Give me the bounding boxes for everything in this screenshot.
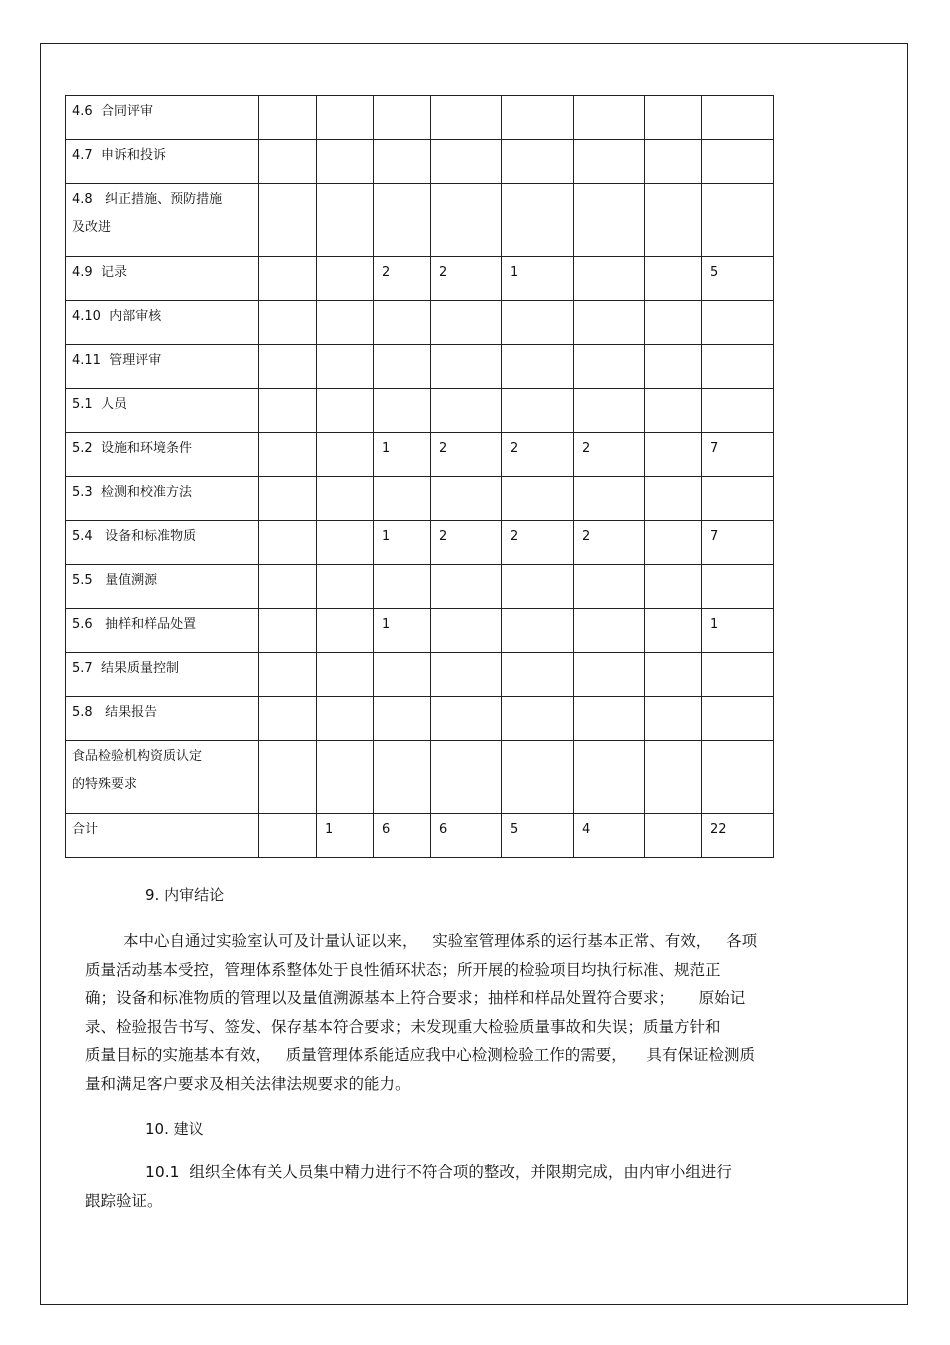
count-cell xyxy=(259,814,317,858)
count-cell: 2 xyxy=(502,521,574,565)
count-cell xyxy=(645,609,702,653)
count-cell xyxy=(574,653,645,697)
count-cell xyxy=(317,184,374,257)
count-cell: 2 xyxy=(502,433,574,477)
audit-item-cell xyxy=(66,741,259,814)
count-cell xyxy=(259,257,317,301)
count-cell xyxy=(574,389,645,433)
table-row xyxy=(66,389,774,433)
table-row xyxy=(66,345,774,389)
count-cell: 1 xyxy=(317,814,374,858)
count-cell xyxy=(645,565,702,609)
count-cell xyxy=(317,257,374,301)
count-cell xyxy=(374,741,431,814)
count-cell xyxy=(702,653,774,697)
table-row xyxy=(66,697,774,741)
count-cell xyxy=(259,96,317,140)
count-cell xyxy=(317,653,374,697)
count-cell xyxy=(317,433,374,477)
count-cell xyxy=(431,96,502,140)
count-cell xyxy=(431,741,502,814)
count-cell xyxy=(431,345,502,389)
audit-item-label: 5.5 量值溯源 xyxy=(72,573,158,588)
count-cell xyxy=(374,140,431,184)
table-row xyxy=(66,140,774,184)
count-cell xyxy=(645,389,702,433)
audit-item-cell xyxy=(66,389,259,433)
suggestions-paragraph xyxy=(85,1158,865,1215)
count-cell xyxy=(374,96,431,140)
table-row xyxy=(66,814,774,858)
audit-item-label: 5.6 抽样和样品处置 xyxy=(72,617,197,632)
count-cell: 2 xyxy=(574,433,645,477)
audit-item-cell xyxy=(66,653,259,697)
audit-item-label: 5.4 设备和标准物质 xyxy=(72,529,197,544)
count-cell: 2 xyxy=(431,433,502,477)
count-cell xyxy=(702,697,774,741)
audit-item-label: 4.6 合同评审 xyxy=(72,104,153,119)
count-cell xyxy=(645,345,702,389)
count-cell: 7 xyxy=(702,521,774,565)
count-cell: 7 xyxy=(702,433,774,477)
table-row xyxy=(66,741,774,814)
count-cell xyxy=(645,521,702,565)
count-cell xyxy=(431,653,502,697)
audit-item-cell xyxy=(66,184,259,257)
count-cell xyxy=(374,697,431,741)
table-row xyxy=(66,521,774,565)
count-cell xyxy=(702,565,774,609)
count-cell xyxy=(645,140,702,184)
count-cell: 2 xyxy=(574,521,645,565)
audit-item-cell xyxy=(66,814,259,858)
audit-item-label: 5.3 检测和校准方法 xyxy=(72,485,192,500)
count-cell xyxy=(645,96,702,140)
audit-item-cell xyxy=(66,521,259,565)
audit-item-label: 4.11 管理评审 xyxy=(72,353,162,368)
count-cell xyxy=(702,301,774,345)
count-cell xyxy=(317,345,374,389)
suggestion-line: 跟踪验证。 xyxy=(85,1191,163,1210)
audit-item-cell xyxy=(66,477,259,521)
table-row xyxy=(66,301,774,345)
table-row xyxy=(66,565,774,609)
count-cell xyxy=(502,477,574,521)
audit-item-label: 5.1 人员 xyxy=(72,397,127,412)
count-cell xyxy=(317,477,374,521)
count-cell xyxy=(502,741,574,814)
count-cell xyxy=(317,96,374,140)
audit-item-label: 4.10 内部审核 xyxy=(72,309,162,324)
audit-item-label: 4.9 记录 xyxy=(72,265,127,280)
count-cell xyxy=(574,184,645,257)
suggestions-heading: 10. 建议 xyxy=(145,1120,204,1138)
count-cell xyxy=(431,565,502,609)
count-cell xyxy=(374,345,431,389)
count-cell xyxy=(317,301,374,345)
audit-item-cell xyxy=(66,301,259,345)
audit-item-cell xyxy=(66,609,259,653)
count-cell: 2 xyxy=(431,521,502,565)
count-cell xyxy=(374,653,431,697)
count-cell xyxy=(259,140,317,184)
count-cell xyxy=(374,565,431,609)
count-cell xyxy=(259,521,317,565)
count-cell xyxy=(317,140,374,184)
audit-item-cell xyxy=(66,96,259,140)
conclusion-heading: 9. 内审结论 xyxy=(145,886,225,904)
count-cell xyxy=(317,521,374,565)
count-cell xyxy=(502,345,574,389)
table-row xyxy=(66,433,774,477)
count-cell: 6 xyxy=(431,814,502,858)
count-cell xyxy=(259,609,317,653)
count-cell xyxy=(502,653,574,697)
count-cell xyxy=(259,741,317,814)
audit-item-label: 4.8 纠正措施、预防措施 及改进 xyxy=(72,192,223,235)
count-cell xyxy=(702,96,774,140)
count-cell xyxy=(702,477,774,521)
audit-item-cell xyxy=(66,140,259,184)
count-cell: 2 xyxy=(374,257,431,301)
conclusion-line: 本中心自通过实验室认可及计量认证以来， 实验室管理体系的运行基本正常、有效， 各项 xyxy=(123,932,758,950)
count-cell xyxy=(645,697,702,741)
count-cell xyxy=(574,345,645,389)
count-cell xyxy=(374,184,431,257)
count-cell xyxy=(259,184,317,257)
table-row xyxy=(66,653,774,697)
audit-item-cell xyxy=(66,565,259,609)
count-cell xyxy=(645,301,702,345)
count-cell xyxy=(374,389,431,433)
count-cell: 5 xyxy=(702,257,774,301)
table-row xyxy=(66,477,774,521)
count-cell xyxy=(645,741,702,814)
audit-item-label: 5.7 结果质量控制 xyxy=(72,661,179,676)
count-cell xyxy=(702,389,774,433)
count-cell xyxy=(574,96,645,140)
audit-item-label: 4.7 申诉和投诉 xyxy=(72,148,166,163)
count-cell xyxy=(431,389,502,433)
count-cell: 1 xyxy=(374,433,431,477)
count-cell xyxy=(317,565,374,609)
count-cell xyxy=(645,433,702,477)
table-row xyxy=(66,609,774,653)
count-cell xyxy=(259,389,317,433)
count-cell xyxy=(259,653,317,697)
conclusion-line: 质量活动基本受控，管理体系整体处于良性循环状态；所开展的检验项目均执行标准、规范正 xyxy=(85,960,721,979)
audit-item-label: 5.2 设施和环境条件 xyxy=(72,441,192,456)
audit-item-label: 5.8 结果报告 xyxy=(72,705,158,720)
count-cell xyxy=(374,477,431,521)
count-cell xyxy=(431,697,502,741)
count-cell: 1 xyxy=(702,609,774,653)
conclusion-paragraph xyxy=(85,927,865,1099)
conclusion-line: 录、检验报告书写、签发、保存基本符合要求；未发现重大检验质量事故和失误；质量方针和 xyxy=(85,1017,721,1036)
count-cell: 22 xyxy=(702,814,774,858)
count-cell xyxy=(574,477,645,521)
count-cell xyxy=(431,140,502,184)
count-cell xyxy=(259,345,317,389)
count-cell xyxy=(502,301,574,345)
count-cell xyxy=(431,609,502,653)
count-cell xyxy=(259,477,317,521)
count-cell xyxy=(574,697,645,741)
count-cell: 1 xyxy=(374,521,431,565)
audit-statistics-table xyxy=(65,95,774,858)
audit-item-cell xyxy=(66,257,259,301)
table-row xyxy=(66,96,774,140)
count-cell xyxy=(645,477,702,521)
count-cell: 1 xyxy=(374,609,431,653)
count-cell: 2 xyxy=(431,257,502,301)
count-cell xyxy=(702,140,774,184)
suggestion-line: 10.1 组织全体有关人员集中精力进行不符合项的整改，并限期完成，由内审小组进行 xyxy=(145,1163,732,1181)
count-cell xyxy=(702,184,774,257)
audit-item-cell xyxy=(66,433,259,477)
count-cell xyxy=(645,814,702,858)
count-cell xyxy=(574,565,645,609)
count-cell xyxy=(502,140,574,184)
table-row xyxy=(66,257,774,301)
count-cell: 1 xyxy=(502,257,574,301)
count-cell xyxy=(259,697,317,741)
count-cell xyxy=(502,697,574,741)
count-cell: 5 xyxy=(502,814,574,858)
count-cell xyxy=(574,609,645,653)
count-cell xyxy=(317,389,374,433)
count-cell xyxy=(502,389,574,433)
count-cell xyxy=(431,301,502,345)
audit-item-label: 食品检验机构资质认定 的特殊要求 xyxy=(72,749,203,792)
audit-item-cell xyxy=(66,697,259,741)
count-cell xyxy=(702,741,774,814)
count-cell xyxy=(431,477,502,521)
count-cell xyxy=(317,697,374,741)
count-cell xyxy=(317,741,374,814)
count-cell xyxy=(259,565,317,609)
conclusion-line: 确；设备和标准物质的管理以及量值溯源基本上符合要求；抽样和样品处置符合要求； 原始记 xyxy=(85,989,746,1008)
conclusion-line: 量和满足客户要求及相关法律法规要求的能力。 xyxy=(85,1074,411,1093)
count-cell xyxy=(645,653,702,697)
count-cell xyxy=(374,301,431,345)
count-cell: 4 xyxy=(574,814,645,858)
audit-item-label: 合计 xyxy=(72,822,99,837)
count-cell xyxy=(574,741,645,814)
count-cell xyxy=(574,257,645,301)
count-cell xyxy=(431,184,502,257)
conclusion-line: 质量目标的实施基本有效， 质量管理体系能适应我中心检测检验工作的需要， 具有保证检测质 xyxy=(85,1046,755,1065)
count-cell xyxy=(574,301,645,345)
count-cell xyxy=(702,345,774,389)
count-cell xyxy=(502,96,574,140)
table-row xyxy=(66,184,774,257)
count-cell xyxy=(502,565,574,609)
count-cell xyxy=(645,184,702,257)
count-cell xyxy=(574,140,645,184)
count-cell xyxy=(317,609,374,653)
count-cell xyxy=(259,301,317,345)
count-cell xyxy=(502,184,574,257)
count-cell xyxy=(645,257,702,301)
count-cell xyxy=(502,609,574,653)
count-cell: 6 xyxy=(374,814,431,858)
count-cell xyxy=(259,433,317,477)
audit-item-cell xyxy=(66,345,259,389)
